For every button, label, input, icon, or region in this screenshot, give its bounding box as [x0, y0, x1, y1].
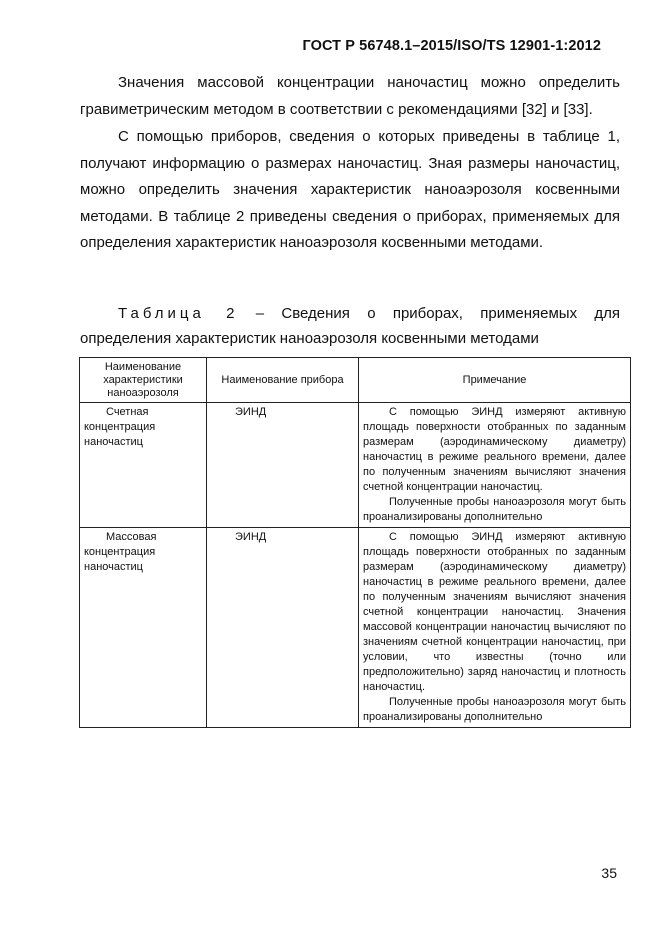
table-header-row [80, 358, 631, 403]
cell-characteristic [80, 403, 207, 528]
cell-characteristic-text: Счетная концентрация наночастиц [84, 406, 156, 448]
paragraph-indirect-methods [80, 124, 620, 257]
devices-table [79, 357, 631, 728]
header-characteristic: Наименование характеристики наноаэрозоля [80, 358, 207, 403]
cell-characteristic [80, 528, 207, 728]
note-paragraph: С помощью ЭИНД измеряют активную площадь поверхности отобранных по заданным размерам (аэродинамическому диаметру) наночастиц в режиме реального времени, далее по полученным значениям вычисляют значения счетной концентрации наночастиц. [363, 406, 626, 493]
header-note: Примечание [359, 358, 631, 403]
note-paragraph: Полученные пробы наноаэрозоля могут быть проанализированы дополнительно [363, 696, 626, 723]
cell-device: ЭИНД [207, 528, 359, 728]
cell-note [359, 403, 631, 528]
cell-device: ЭИНД [207, 403, 359, 528]
note-paragraph: Полученные пробы наноаэрозоля могут быть проанализированы дополнительно [363, 496, 626, 523]
page-number: 35 [601, 865, 617, 881]
table-caption-text: – Сведения о приборах, применяемых для определения характеристик наноаэрозоля косвенными методами [80, 305, 621, 347]
table-row [80, 528, 631, 728]
paragraph-text: С помощью приборов, сведения о которых приведены в таблице 1, получают информацию о размерах наночастиц. Зная размеры наночастиц, можно определить значения характеристик наноаэрозоля косвенными методами. В таблице 2 приведены сведения о приборах, применяемых для определения характеристик наноаэрозоля косвенными методами. [80, 128, 620, 251]
table-row [80, 403, 631, 528]
paragraph-mass-concentration [80, 70, 620, 123]
cell-note [359, 528, 631, 728]
table-caption [80, 301, 620, 351]
note-paragraph: С помощью ЭИНД измеряют активную площадь поверхности отобранных по заданным размерам (аэродинамическому диаметру) наночастиц в режиме реального времени, далее по полученным значениям вычисляют значения счетной концентрации наночастиц. Значения массовой концентрации наночастиц вычисляют по значениям счетной концентрации наночастиц, при условии, что известны (точно или предположительно) заряд наночастиц и плотность наночастиц. [363, 531, 626, 693]
header-device: Наименование прибора [207, 358, 359, 403]
document-header: ГОСТ Р 56748.1–2015/ISO/TS 12901-1:2012 [302, 38, 601, 54]
table-caption-label: Таблица 2 [118, 305, 239, 322]
cell-characteristic-text: Массовая концентрация наночастиц [84, 531, 157, 573]
paragraph-text: Значения массовой концентрации наночастиц можно определить гравиметрическим методом в соответствии с рекомендациями [32] и [33]. [80, 74, 620, 118]
